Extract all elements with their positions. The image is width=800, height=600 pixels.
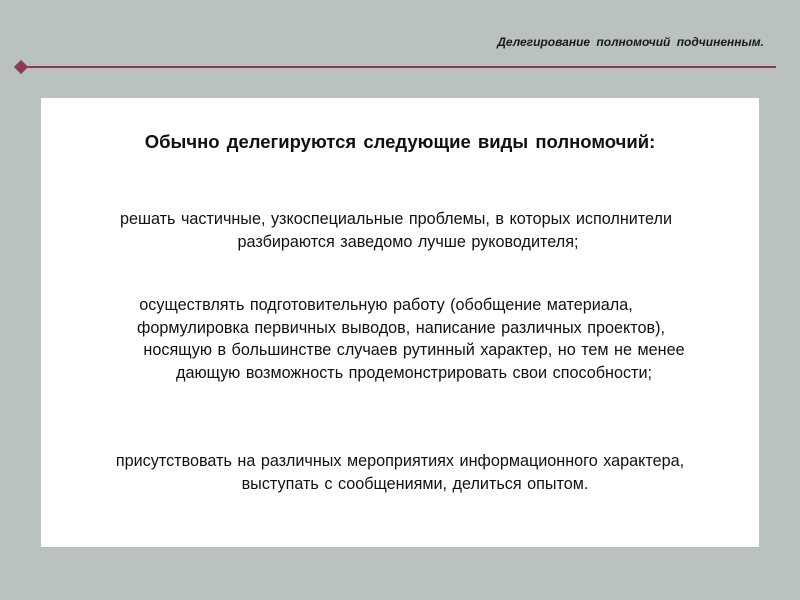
list-item-line: решать частичные, узкоспециальные проблемы, в которых исполнители — [119, 210, 673, 228]
list-item-line: разбираются заведомо лучше руководителя; — [237, 232, 579, 251]
list-item — [40, 208, 760, 253]
list-item-line: осуществлять подготовительную работу (обобщение материала, — [139, 296, 633, 314]
list-item-line: формулировка первичных выводов, написание различных проектов), — [137, 318, 665, 337]
divider-diamond-icon — [14, 60, 28, 74]
list-item-line: носящую в большинстве случаев рутинный характер, но тем не менее — [143, 341, 685, 359]
content-heading: Обычно делегируются следующие виды полномочий: — [144, 131, 656, 152]
slide-title: Делегирование полномочий подчиненным. — [497, 35, 764, 49]
header-divider — [22, 66, 776, 68]
list-item-line: присутствовать на различных мероприятиях информационного характера, — [115, 452, 685, 470]
list-item-line: дающую возможность продемонстрировать свои способности; — [176, 363, 652, 382]
list-item-line: выступать с сообщениями, делиться опытом. — [241, 474, 589, 493]
list-item — [40, 450, 760, 495]
list-item — [40, 294, 760, 384]
